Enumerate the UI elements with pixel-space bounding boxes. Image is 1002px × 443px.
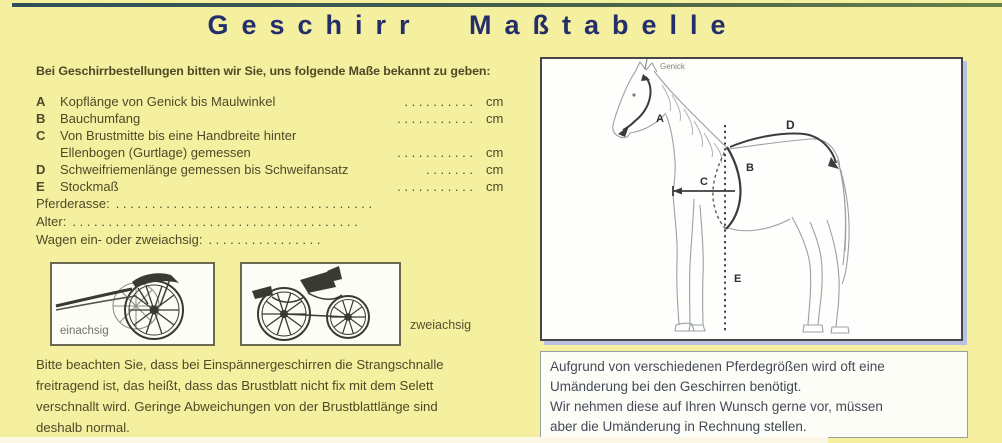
one-axle-carriage-box (50, 262, 215, 346)
dotted-leader: . . . . . . . . . . . (397, 111, 473, 126)
form-field-label: Alter: (36, 214, 67, 229)
marker-c: C (700, 176, 708, 188)
dotted-leader: . . . . . . . . . . . . . . . . . . . . . . . . . . . . . . . . . . . . . . . . (72, 214, 358, 229)
note-left (36, 354, 516, 438)
two-axle-carriage-box (240, 262, 401, 346)
measurement-row-c-line2 (36, 144, 516, 161)
dotted-leader: . . . . . . . . . . (404, 94, 473, 109)
measurement-key: A (36, 94, 46, 109)
marker-b: B (746, 162, 754, 174)
measurement-label: Ellenbogen (Gurtlage) gemessen (60, 145, 251, 160)
dotted-leader: . . . . . . . (426, 162, 473, 177)
back-curve-d (730, 134, 836, 163)
measurement-row-c-line1 (36, 127, 516, 144)
dotted-leader: . . . . . . . . . . . . . . . . . . . . . . . . . . . . . . . . . . . . (115, 196, 373, 211)
measurement-label: Von Brustmitte bis eine Handbreite hinter (60, 128, 297, 143)
measurement-label: Stockmaß (60, 179, 119, 194)
order-measurements-section (36, 64, 516, 249)
genick-label: Genick (660, 62, 685, 71)
horse-illustration (542, 59, 961, 339)
note-line: aber die Umänderung in Rechnung stellen. (550, 419, 807, 434)
measurement-label: Schweifriemenlänge gemessen bis Schweifansatz (60, 162, 349, 177)
measurement-row-a (36, 93, 516, 110)
measurement-label: Bauchumfang (60, 111, 141, 126)
two-axle-carriage-label: zweiachsig (410, 318, 472, 332)
marker-d: D (786, 118, 795, 132)
measurement-key: E (36, 179, 45, 194)
dotted-leader: . . . . . . . . . . . . . . . . (208, 232, 321, 247)
form-field-age (36, 213, 516, 231)
form-field-axles (36, 231, 516, 249)
measurement-row-b (36, 110, 516, 127)
measurement-row-e (36, 178, 516, 195)
horse-diagram-box (540, 57, 963, 341)
bridle-curve-a (623, 77, 650, 130)
top-divider-rule (12, 3, 1002, 7)
girth-arc-b (726, 147, 740, 229)
form-field-label: Pferderasse: (36, 196, 110, 211)
unit-label: cm (486, 162, 504, 177)
measurement-row-d (36, 161, 516, 178)
measurement-key: B (36, 111, 46, 126)
measurement-key: D (36, 162, 46, 177)
measurement-label: Kopflänge von Genick bis Maulwinkel (60, 94, 276, 109)
unit-label: cm (486, 179, 504, 194)
note-line: deshalb normal. (36, 420, 130, 435)
dotted-leader: . . . . . . . . . . . (397, 179, 473, 194)
one-axle-carriage-label: einachsig (60, 325, 109, 337)
note-right-box (540, 351, 968, 438)
note-line: Wir nehmen diese auf Ihren Wunsch gerne vor, müssen (550, 399, 883, 414)
marker-a: A (656, 113, 664, 125)
note-line: Aufgrund von verschiedenen Pferdegrößen wird oft eine (550, 359, 885, 374)
unit-label: cm (486, 111, 504, 126)
note-line: freitragend ist, das heißt, dass das Brustblatt nicht fix mit dem Selett (36, 378, 434, 393)
form-field-label: Wagen ein- oder zweiachsig: (36, 232, 203, 247)
intro-text: Bei Geschirrbestellungen bitten wir Sie, uns folgende Maße bekannt zu geben: (36, 64, 491, 78)
two-axle-carriage-illustration (242, 264, 399, 344)
note-line: Umänderung bei den Geschirren benötigt. (550, 379, 802, 394)
scan-edge-strip (0, 437, 828, 443)
note-line: verschnallt wird. Geringe Abweichungen von der Brustblattlänge sind (36, 399, 438, 414)
unit-label: cm (486, 145, 504, 160)
dotted-leader: . . . . . . . . . . . (397, 145, 473, 160)
marker-e: E (734, 273, 742, 285)
page-title: Geschirr Maßtabelle (207, 10, 739, 40)
unit-label: cm (486, 94, 504, 109)
note-line: Bitte beachten Sie, dass bei Einspännergeschirren die Strangschnalle (36, 357, 444, 372)
form-field-breed (36, 195, 516, 213)
measurement-key: C (36, 128, 46, 143)
